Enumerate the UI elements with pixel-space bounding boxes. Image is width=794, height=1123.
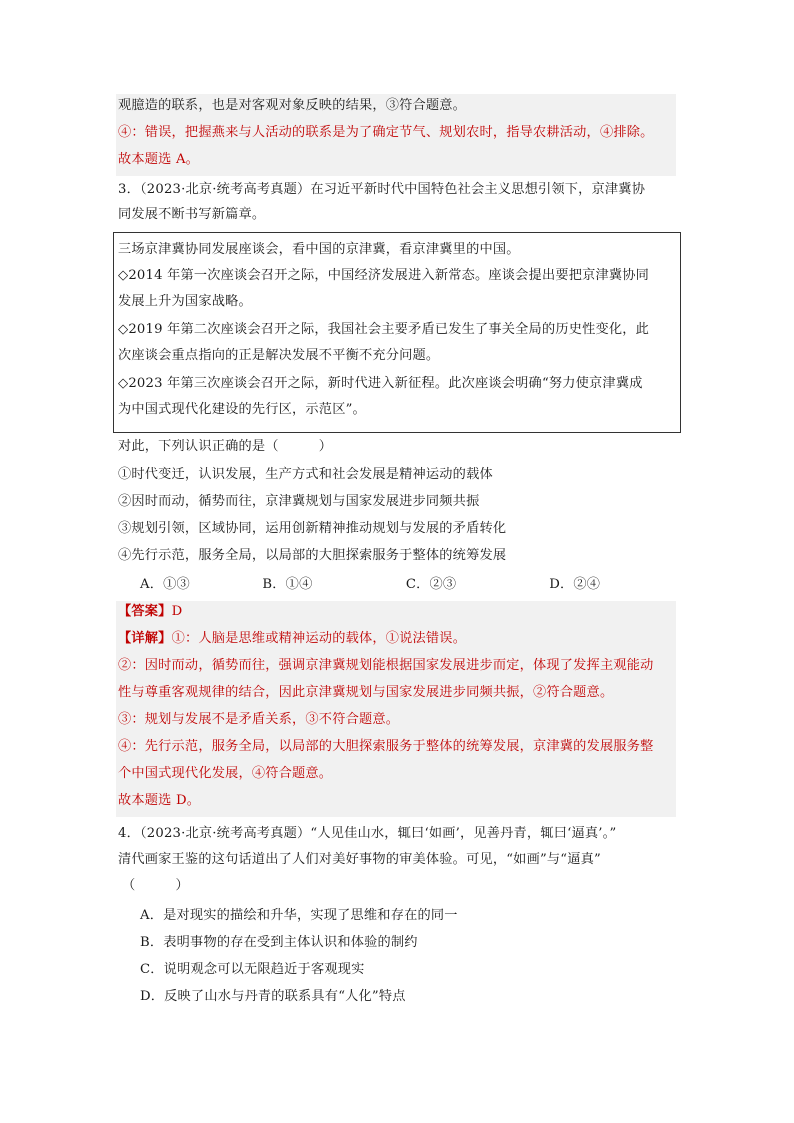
q3-option-d[interactable]: D．②④ (549, 577, 601, 592)
q3-detail-line-6: 个中国式现代化发展，④符合题意。 (118, 766, 333, 781)
q3-stem-line-2: 同发展不断书写新篇章。 (118, 207, 266, 222)
top-explanation-line-3: 故本题选 A。 (118, 152, 200, 167)
q3-material-line-3: 发展上升为国家战略。 (118, 294, 252, 309)
q3-item-2: ②因时而动，循势而往，京津冀规划与国家发展进步同频共振 (118, 494, 480, 509)
q3-detail-line-3: 性与尊重客观规律的结合，因此京津冀规划与国家发展进步同频共振，②符合题意。 (118, 685, 614, 700)
q4-stem-line-1: 4．（2023·北京·统考高考真题）“人见佳山水，辄曰‘如画’，见善丹青，辄曰‘逼真’。” (118, 826, 617, 841)
q3-item-4: ④先行示范，服务全局，以局部的大胆探索服务于整体的统筹发展 (118, 548, 507, 563)
q3-option-a[interactable]: A．①③ (140, 577, 190, 592)
q3-detail-text-1: ①：人脑是思维或精神运动的载体，①说法错误。 (171, 631, 467, 646)
q3-detail-line-4: ③：规划与发展不是矛盾关系，③不符合题意。 (118, 712, 400, 727)
q4-option-a[interactable]: A．是对现实的描绘和升华，实现了思维和存在的同一 (140, 908, 458, 923)
q3-material-line-6: ◇2023 年第三次座谈会召开之际，新时代进入新征程。此次座谈会明确“努力使京津冀成 (118, 376, 643, 391)
q3-detail-line-1 (118, 629, 676, 649)
top-explanation-line-1: 观臆造的联系，也是对客观对象反映的结果，③符合题意。 (118, 98, 467, 113)
q3-options-row (140, 575, 698, 595)
top-explanation-line-2: ④：错误，把握燕来与人活动的联系是为了确定节气、规划农时，指导农耕活动，④排除。 (118, 125, 654, 140)
q3-material-line-4: ◇2019 年第二次座谈会召开之际，我国社会主要矛盾已发生了事关全局的历史性变化，此 (118, 322, 650, 337)
q3-material-line-2: ◇2014 年第一次座谈会召开之际，中国经济发展进入新常态。座谈会提出要把京津冀协同 (118, 268, 650, 283)
q3-item-1: ①时代变迁，认识发展，生产方式和社会发展是精神运动的载体 (118, 467, 493, 482)
q3-ask: 对此，下列认识正确的是（ ） (118, 439, 333, 454)
q3-material-line-7: 为中国式现代化建设的先行区，示范区”。 (118, 402, 366, 417)
q4-stem-line-2: 清代画家王鉴的这句话道出了人们对美好事物的审美体验。可见，“如画”与“逼真” (118, 852, 601, 867)
q3-option-b[interactable]: B．①④ (262, 577, 313, 592)
q4-stem-line-3: （ ） (122, 878, 189, 893)
q3-answer-line (118, 602, 676, 622)
q4-option-b[interactable]: B．表明事物的存在受到主体认识和体验的制约 (140, 935, 418, 950)
q3-conclusion: 故本题选 D。 (118, 793, 201, 808)
q3-answer-value: D (171, 604, 183, 619)
q4-option-c[interactable]: C．说明观念可以无限趋近于客观现实 (140, 962, 365, 977)
q3-material-line-5: 次座谈会重点指向的正是解决发展不平衡不充分问题。 (118, 348, 440, 363)
q3-stem-line-1: 3．（2023·北京·统考高考真题）在习近平新时代中国特色社会主义思想引领下，京津冀协 (118, 182, 646, 197)
q3-material-line-1: 三场京津冀协同发展座谈会，看中国的京津冀，看京津冀里的中国。 (118, 242, 520, 257)
q3-detail-line-2: ②：因时而动，循势而往，强调京津冀规划能根据国家发展进步而定，体现了发挥主观能动 (118, 658, 654, 673)
q3-answer-tag: 【答案】 (118, 604, 172, 619)
q4-option-d[interactable]: D．反映了山水与丹青的联系具有“人化”特点 (140, 989, 406, 1004)
q3-option-c[interactable]: C．②③ (405, 577, 457, 592)
q3-detail-tag: 【详解】 (118, 631, 172, 646)
q3-detail-line-5: ④：先行示范，服务全局，以局部的大胆探索服务于整体的统筹发展，京津冀的发展服务整 (118, 739, 654, 754)
q3-item-3: ③规划引领，区域协同，运用创新精神推动规划与发展的矛盾转化 (118, 521, 507, 536)
